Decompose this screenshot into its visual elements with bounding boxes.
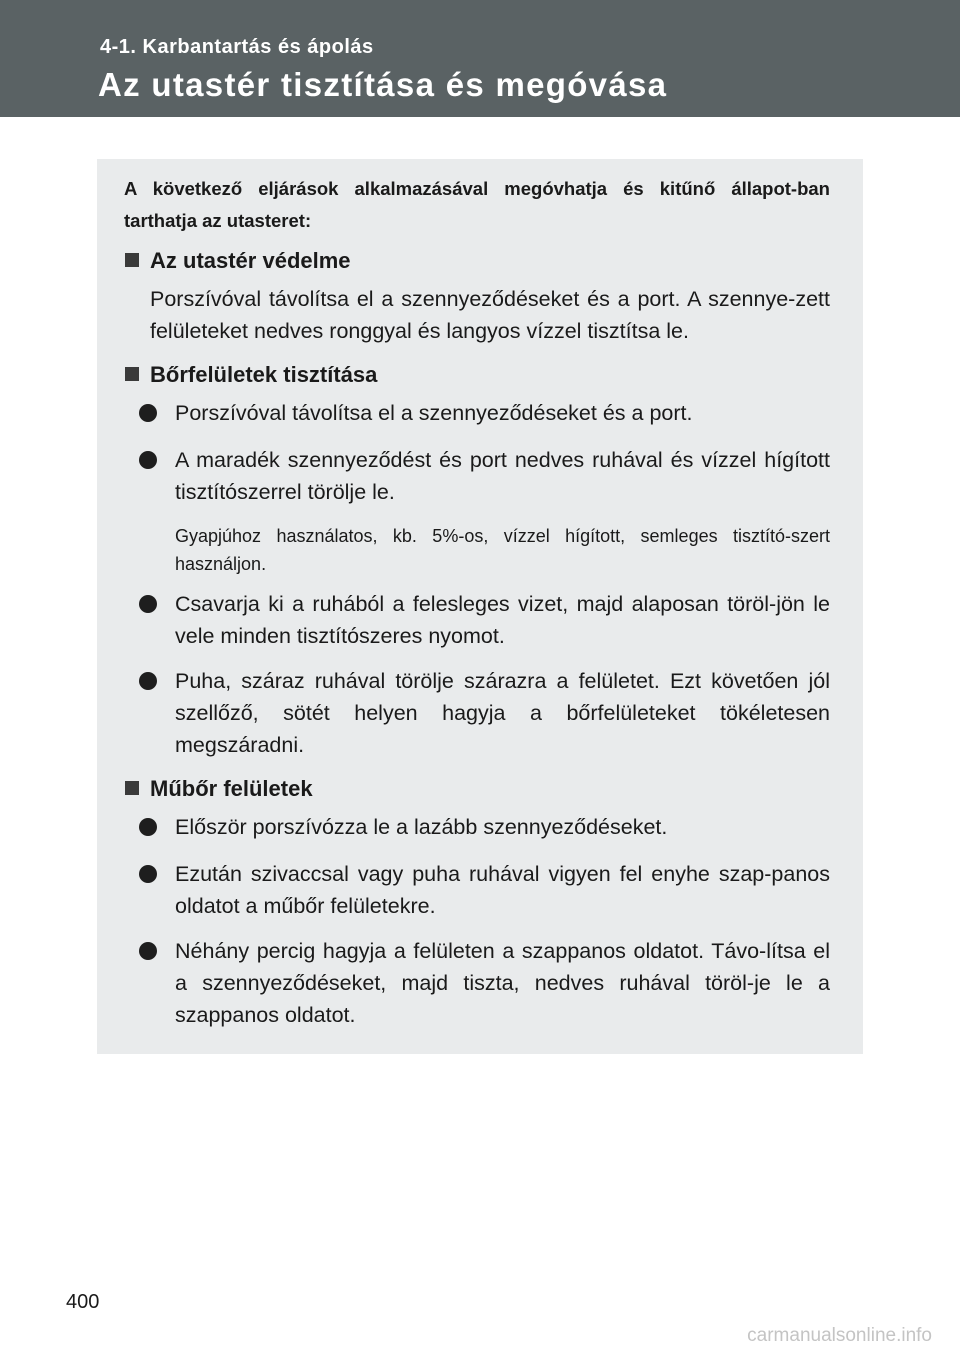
round-bullet-icon xyxy=(139,942,157,960)
list-item: Először porszívózza le a lazább szennyeződéseket. xyxy=(139,811,830,843)
section-label: 4-1. Karbantartás és ápolás xyxy=(100,36,374,58)
watermark: carmanualsonline.info xyxy=(747,1325,932,1346)
list-item: Puha, száraz ruhával törölje szárazra a felületet. Ezt követően jól szellőző, sötét helyen hagyja a bőrfelületeket tökéletesen megszáradni. xyxy=(139,665,830,761)
content-box xyxy=(97,159,863,1054)
square-bullet-icon xyxy=(125,253,139,267)
leather-note: Gyapjúhoz használatos, kb. 5%-os, vízzel hígított, semleges tisztító-szert használjon. xyxy=(175,526,830,574)
round-bullet-icon xyxy=(139,818,157,836)
square-bullet-icon xyxy=(125,367,139,381)
round-bullet-icon xyxy=(139,595,157,613)
page-title: Az utastér tisztítása és megóvása xyxy=(98,66,668,103)
list-item: Néhány percig hagyja a felületen a szappanos oldatot. Távo-lítsa el a szennyeződéseket, majd tiszta, nedves ruhával töröl-je le a szappanos oldatot. xyxy=(139,935,830,1031)
page-header xyxy=(0,0,960,117)
round-bullet-icon xyxy=(139,865,157,883)
section-heading-synthetic-leather: Műbőr felületek xyxy=(125,776,313,802)
round-bullet-icon xyxy=(139,672,157,690)
round-bullet-icon xyxy=(139,451,157,469)
section-heading-leather: Bőrfelületek tisztítása xyxy=(125,362,377,388)
page-number: 400 xyxy=(66,1291,100,1313)
square-bullet-icon xyxy=(125,781,139,795)
intro-text: A következő eljárások alkalmazásával megóvhatja és kitűnő állapot-ban tarthatja az utasteret: xyxy=(124,178,830,231)
list-item: Csavarja ki a ruhából a felesleges vizet, majd alaposan töröl-jön le vele minden tisztítószeres nyomot. xyxy=(139,588,830,652)
round-bullet-icon xyxy=(139,404,157,422)
list-item: Porszívóval távolítsa el a szennyeződéseket és a port. xyxy=(139,397,830,429)
section-heading-protection: Az utastér védelme xyxy=(125,248,351,274)
list-item: A maradék szennyeződést és port nedves ruhával és vízzel hígított tisztítószerrel törölje le. xyxy=(139,444,830,508)
section-text-protection: Porszívóval távolítsa el a szennyeződéseket és a port. A szennye-zett felületeket nedves ronggyal és langyos vízzel tisztítsa le. xyxy=(150,287,830,343)
list-item: Ezután szivaccsal vagy puha ruhával vigyen fel enyhe szap-panos oldatot a műbőr felületekre. xyxy=(139,858,830,922)
